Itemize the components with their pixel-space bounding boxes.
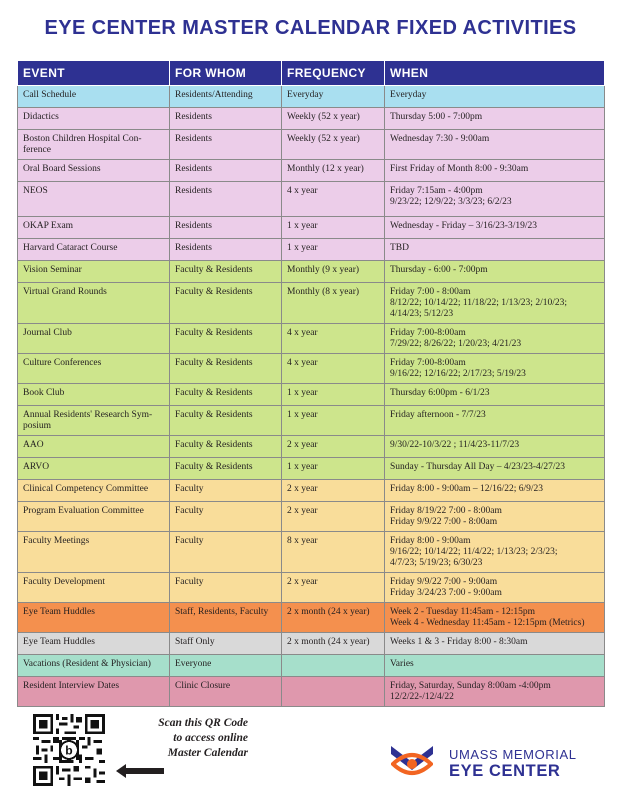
table-row <box>18 283 605 324</box>
for-whom-cell: Residents <box>170 182 282 217</box>
event-cell: ARVO <box>18 458 170 480</box>
table-row <box>18 406 605 436</box>
frequency-cell: 8 x year <box>282 532 385 573</box>
table-row <box>18 573 605 603</box>
svg-text:b: b <box>65 743 73 758</box>
when-cell: Friday 8/19/22 7:00 - 8:00am Friday 9/9/22 7:00 - 8:00am <box>385 502 605 532</box>
when-cell: Sunday - Thursday All Day – 4/23/23-4/27/23 <box>385 458 605 480</box>
event-cell: Vision Seminar <box>18 261 170 283</box>
table-row <box>18 458 605 480</box>
when-cell: Thursday 5:00 - 7:00pm <box>385 108 605 130</box>
eye-logo-icon <box>391 742 433 782</box>
table-row <box>18 384 605 406</box>
for-whom-cell: Residents <box>170 217 282 239</box>
qr-code-icon[interactable] <box>33 714 105 786</box>
when-cell: Thursday 6:00pm - 6/1/23 <box>385 384 605 406</box>
column-header-event: EVENT <box>18 61 170 86</box>
qr-caption-line: to access online <box>173 732 248 744</box>
frequency-cell: 1 x year <box>282 406 385 436</box>
for-whom-cell: Faculty <box>170 502 282 532</box>
for-whom-cell: Residents <box>170 160 282 182</box>
when-cell: Varies <box>385 655 605 677</box>
event-cell: Journal Club <box>18 324 170 354</box>
frequency-cell <box>282 655 385 677</box>
event-cell: Annual Residents' Research Sym-posium <box>18 406 170 436</box>
when-cell: Friday 7:00-8:00am 9/16/22; 12/16/22; 2/17/23; 5/19/23 <box>385 354 605 384</box>
for-whom-cell: Faculty & Residents <box>170 406 282 436</box>
for-whom-cell: Faculty <box>170 532 282 573</box>
table-row <box>18 324 605 354</box>
for-whom-cell: Faculty & Residents <box>170 354 282 384</box>
calendar-table <box>17 60 605 707</box>
event-cell: AAO <box>18 436 170 458</box>
for-whom-cell: Faculty & Residents <box>170 261 282 283</box>
logo-line-1: UMASS MEMORIAL <box>449 747 577 762</box>
table-row <box>18 217 605 239</box>
for-whom-cell: Residents/Attending <box>170 86 282 108</box>
frequency-cell: 1 x year <box>282 239 385 261</box>
event-cell: Eye Team Huddles <box>18 603 170 633</box>
for-whom-cell: Residents <box>170 108 282 130</box>
for-whom-cell: Staff Only <box>170 633 282 655</box>
event-cell: Clinical Competency Committee <box>18 480 170 502</box>
umass-memorial-eye-center-logo <box>391 742 601 782</box>
frequency-cell <box>282 677 385 707</box>
event-cell: OKAP Exam <box>18 217 170 239</box>
when-cell: Everyday <box>385 86 605 108</box>
when-cell: Friday 8:00 - 9:00am – 12/16/22; 6/9/23 <box>385 480 605 502</box>
frequency-cell: 1 x year <box>282 458 385 480</box>
frequency-cell: Weekly (52 x year) <box>282 108 385 130</box>
when-cell: Friday 9/9/22 7:00 - 9:00am Friday 3/24/23 7:00 - 9:00am <box>385 573 605 603</box>
for-whom-cell: Staff, Residents, Faculty <box>170 603 282 633</box>
page-title: EYE CENTER MASTER CALENDAR FIXED ACTIVITIES <box>44 17 577 39</box>
event-cell: Didactics <box>18 108 170 130</box>
column-header-when: WHEN <box>385 61 605 86</box>
table-row <box>18 86 605 108</box>
event-cell: Vacations (Resident & Physician) <box>18 655 170 677</box>
table-row <box>18 480 605 502</box>
table-row <box>18 603 605 633</box>
when-cell: Thursday - 6:00 - 7:00pm <box>385 261 605 283</box>
qr-caption <box>118 716 248 761</box>
table-row <box>18 655 605 677</box>
for-whom-cell: Everyone <box>170 655 282 677</box>
frequency-cell: Monthly (12 x year) <box>282 160 385 182</box>
event-cell: Faculty Meetings <box>18 532 170 573</box>
when-cell: Friday 7:00 - 8:00am 8/12/22; 10/14/22; 11/18/22; 1/13/23; 2/10/23; 4/14/23; 5/12/23 <box>385 283 605 324</box>
frequency-cell: 2 x year <box>282 480 385 502</box>
table-row <box>18 182 605 217</box>
when-cell: Friday 7:00-8:00am 7/29/22; 8/26/22; 1/20/23; 4/21/23 <box>385 324 605 354</box>
when-cell: Week 2 - Tuesday 11:45am - 12:15pm Week 4 - Wednesday 11:45am - 12:15pm (Metrics) <box>385 603 605 633</box>
for-whom-cell: Faculty & Residents <box>170 436 282 458</box>
table-row <box>18 108 605 130</box>
table-row <box>18 130 605 160</box>
event-cell: NEOS <box>18 182 170 217</box>
table-row <box>18 261 605 283</box>
event-cell: Book Club <box>18 384 170 406</box>
table-row <box>18 532 605 573</box>
frequency-cell: 2 x month (24 x year) <box>282 633 385 655</box>
for-whom-cell: Residents <box>170 239 282 261</box>
frequency-cell: Everyday <box>282 86 385 108</box>
column-header-frequency: FREQUENCY <box>282 61 385 86</box>
event-cell: Boston Children Hospital Con-ference <box>18 130 170 160</box>
table-row <box>18 239 605 261</box>
logo-line-2: EYE CENTER <box>449 762 561 780</box>
table-row <box>18 354 605 384</box>
for-whom-cell: Faculty & Residents <box>170 283 282 324</box>
frequency-cell: Weekly (52 x year) <box>282 130 385 160</box>
frequency-cell: 1 x year <box>282 217 385 239</box>
event-cell: Eye Team Huddles <box>18 633 170 655</box>
frequency-cell: 2 x year <box>282 436 385 458</box>
when-cell: Wednesday 7:30 - 9:00am <box>385 130 605 160</box>
when-cell: TBD <box>385 239 605 261</box>
table-row <box>18 502 605 532</box>
frequency-cell: 2 x month (24 x year) <box>282 603 385 633</box>
for-whom-cell: Clinic Closure <box>170 677 282 707</box>
event-cell: Call Schedule <box>18 86 170 108</box>
when-cell: 9/30/22-10/3/22 ; 11/4/23-11/7/23 <box>385 436 605 458</box>
event-cell: Oral Board Sessions <box>18 160 170 182</box>
left-arrow-icon <box>116 764 164 778</box>
event-cell: Faculty Development <box>18 573 170 603</box>
when-cell: Friday afternoon - 7/7/23 <box>385 406 605 436</box>
for-whom-cell: Faculty & Residents <box>170 324 282 354</box>
frequency-cell: 2 x year <box>282 573 385 603</box>
table-row <box>18 677 605 707</box>
frequency-cell: Monthly (8 x year) <box>282 283 385 324</box>
for-whom-cell: Faculty & Residents <box>170 458 282 480</box>
for-whom-cell: Residents <box>170 130 282 160</box>
table-row <box>18 160 605 182</box>
for-whom-cell: Faculty <box>170 573 282 603</box>
event-cell: Virtual Grand Rounds <box>18 283 170 324</box>
table-header-row <box>18 61 605 86</box>
when-cell: Friday 8:00 - 9:00am 9/16/22; 10/14/22; 11/4/22; 1/13/23; 2/3/23; 4/7/23; 5/19/23; 6/30/23 <box>385 532 605 573</box>
when-cell: Wednesday - Friday – 3/16/23-3/19/23 <box>385 217 605 239</box>
frequency-cell: 4 x year <box>282 324 385 354</box>
when-cell: Friday, Saturday, Sunday 8:00am -4:00pm 12/2/22-/12/4/22 <box>385 677 605 707</box>
column-header-for-whom: FOR WHOM <box>170 61 282 86</box>
frequency-cell: 2 x year <box>282 502 385 532</box>
frequency-cell: 1 x year <box>282 384 385 406</box>
table-row <box>18 436 605 458</box>
table-row <box>18 633 605 655</box>
qr-caption-line: Master Calendar <box>167 747 248 759</box>
event-cell: Culture Conferences <box>18 354 170 384</box>
frequency-cell: 4 x year <box>282 354 385 384</box>
frequency-cell: 4 x year <box>282 182 385 217</box>
for-whom-cell: Faculty & Residents <box>170 384 282 406</box>
event-cell: Resident Interview Dates <box>18 677 170 707</box>
for-whom-cell: Faculty <box>170 480 282 502</box>
when-cell: Weeks 1 & 3 - Friday 8:00 - 8:30am <box>385 633 605 655</box>
qr-caption-line: Scan this QR Code <box>158 717 248 729</box>
frequency-cell: Monthly (9 x year) <box>282 261 385 283</box>
when-cell: First Friday of Month 8:00 - 9:30am <box>385 160 605 182</box>
event-cell: Program Evaluation Committee <box>18 502 170 532</box>
event-cell: Harvard Cataract Course <box>18 239 170 261</box>
when-cell: Friday 7:15am - 4:00pm 9/23/22; 12/9/22; 3/3/23; 6/2/23 <box>385 182 605 217</box>
